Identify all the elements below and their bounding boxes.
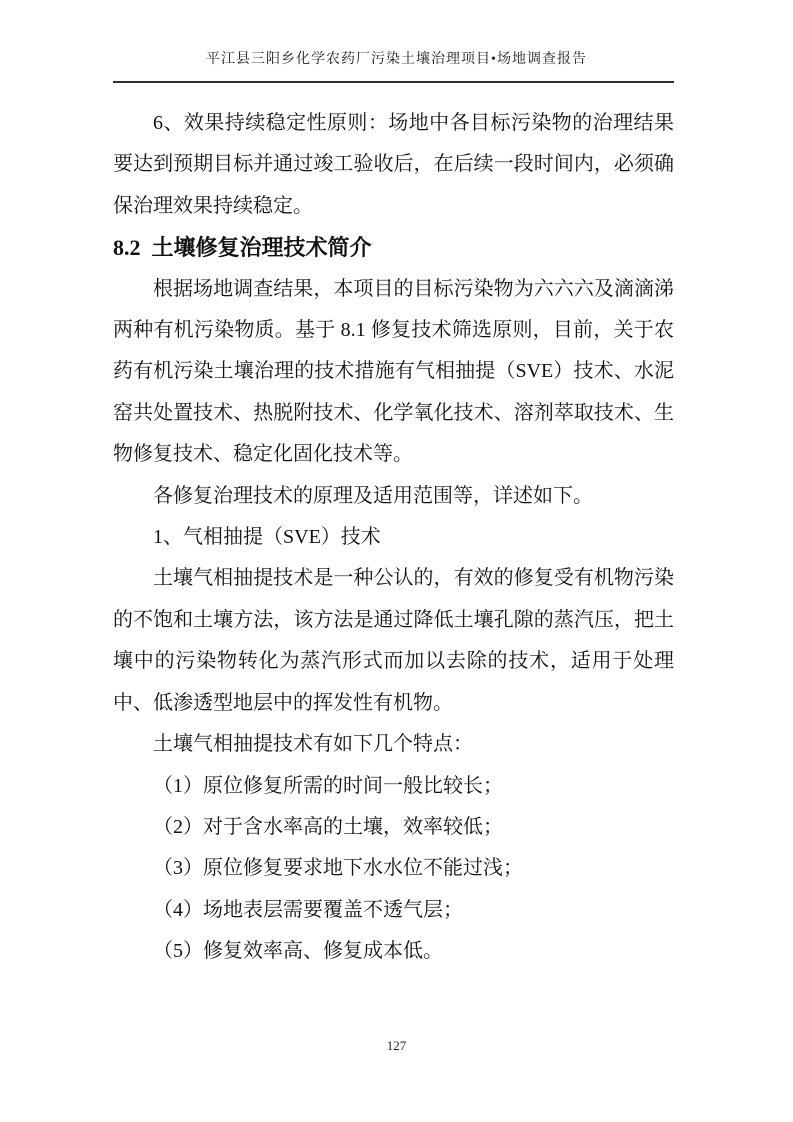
paragraph-principle: 6、效果持续稳定性原则：场地中各目标污染物的治理结果要达到预期目标并通过竣工验收后，在后续一段时间内，必须确保治理效果持续稳定。	[113, 112, 674, 217]
paragraph-sve-description: 土壤气相抽提技术是一种公认的，有效的修复受有机物污染的不饱和土壤方法，该方法是通过降低土壤孔隙的蒸汽压，把土壤中的污染物转化为蒸汽形式而加以去除的技术，适用于处理中、低渗透型地层中的挥发性有机物。	[113, 567, 674, 714]
feature-item: （4）场地表层需要覆盖不透气层；	[153, 898, 463, 921]
paragraph-intro: 根据场地调查结果，本项目的目标污染物为六六六及滴滴涕两种有机污染物质。基于 8.1 修复技术筛选原则，目前，关于农药有机污染土壤治理的技术措施有气相抽提（SVE）技术、水泥窑共处置技术、热脱附技术、化学氧化技术、溶剂萃取技术、生物修复技术、稳定化固化技术等。	[113, 277, 674, 466]
running-header-title: 平江县三阳乡化学农药厂污染土壤治理项目•场地调查报告	[206, 52, 587, 67]
feature-item: （3）原位修复要求地下水水位不能过浅；	[153, 857, 523, 880]
document-body	[113, 103, 674, 973]
section-number: 8.2	[113, 235, 141, 261]
paragraph-features-intro: 土壤气相抽提技术有如下几个特点：	[153, 733, 473, 756]
section-heading	[113, 227, 674, 268]
paragraph-overview: 各修复治理技术的原理及适用范围等，详述如下。	[153, 484, 593, 507]
feature-item: （1）原位修复所需的时间一般比较长；	[153, 774, 503, 797]
section-title: 土壤修复治理技术简介	[151, 235, 372, 261]
page-footer	[0, 1038, 793, 1054]
feature-item: （2）对于含水率高的土壤，效率较低；	[153, 815, 503, 838]
subheading-sve: 1、气相抽提（SVE）技术	[153, 526, 381, 549]
feature-item: （5）修复效率高、修复成本低。	[153, 940, 443, 963]
running-header-rule	[113, 81, 674, 83]
page-number: 127	[386, 1038, 407, 1053]
